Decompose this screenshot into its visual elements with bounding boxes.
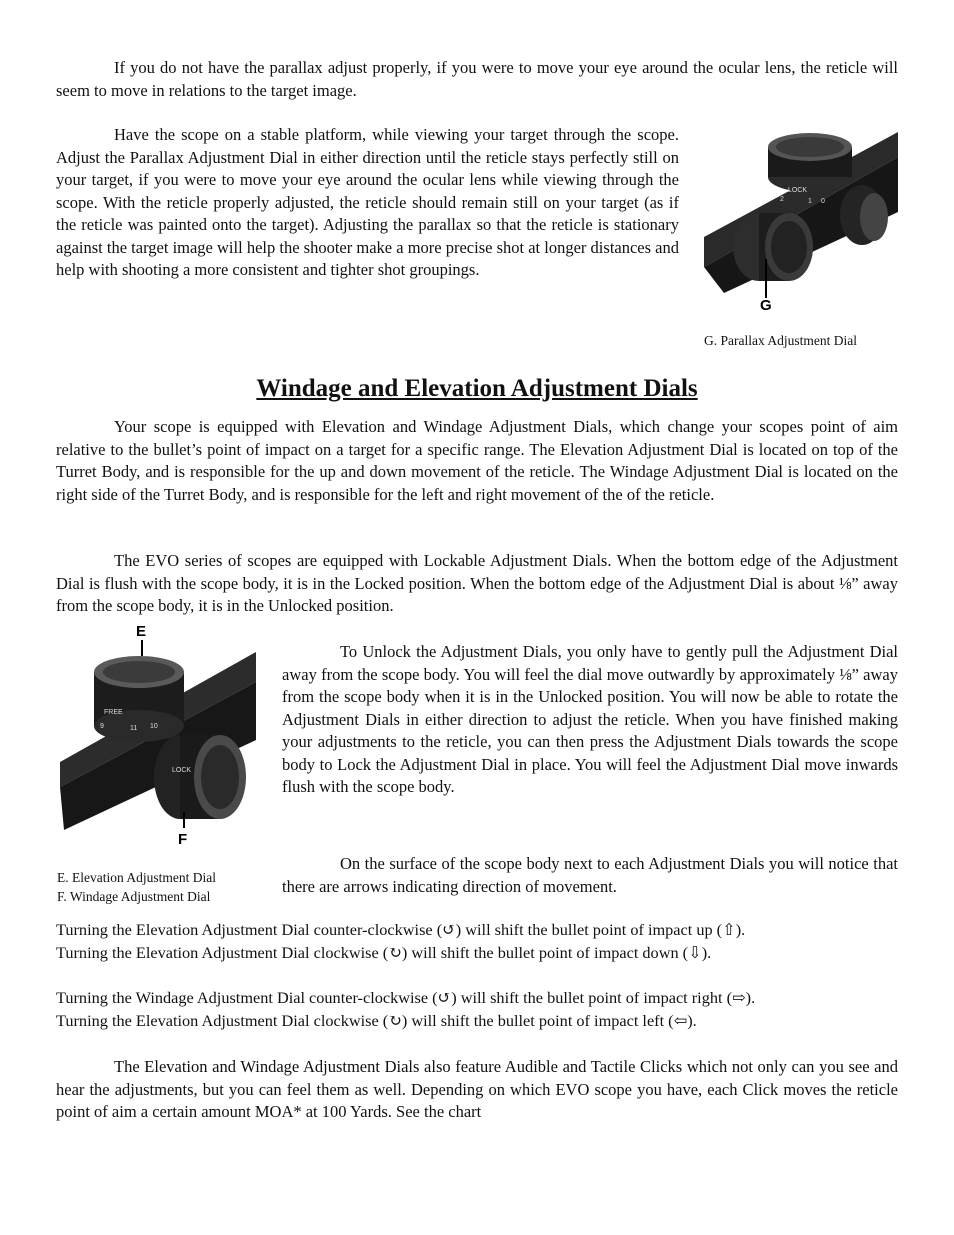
- dial-lock-mark-ef: LOCK: [172, 767, 192, 774]
- figure-parallax-dial: [704, 117, 898, 313]
- dial-mark-9: 9: [100, 723, 104, 730]
- figure-label-g: G: [760, 297, 772, 313]
- section-heading: Windage and Elevation Adjustment Dials: [256, 375, 698, 402]
- dial-free-mark: FREE: [104, 709, 123, 716]
- windage-cw-line: Turning the Elevation Adjustment Dial clockwise (↻) will shift the bullet point of impact left (⇦).: [56, 1010, 697, 1030]
- figure-label-e: E: [136, 623, 147, 640]
- caption-elevation-dial: E. Elevation Adjustment Dial: [57, 870, 216, 885]
- elevation-ccw-line: Turning the Elevation Adjustment Dial counter-clockwise (↺) will shift the bullet point of impact up (⇧).: [56, 920, 746, 939]
- caption-parallax-dial: G. Parallax Adjustment Dial: [704, 333, 857, 348]
- paragraph-audible-clicks: The Elevation and Windage Adjustment Dials also feature Audible and Tactile Clicks which not only can you see and hear the adjustments, but you can feel them as well. Depending on which EVO scope you have, each Click moves the reticle point of aim a certain amount MOA* at 100 Yards. See the chart: [56, 1057, 898, 1121]
- dial-mark-0: 0: [821, 198, 825, 205]
- figure-label-f: F: [178, 831, 188, 848]
- paragraph-dials-overview: Your scope is equipped with Elevation and Windage Adjustment Dials, which change your scopes point of aim relative to the bullet’s point of impact on a target for a specific range. The Elevation Adjustment Dial is located on top of the Turret Body, and is responsible for the up and down movement of the reticle. The Windage Adjustment Dial is located on the right side of the Turret Body, and is responsible for the left and right movement of the of the reticle.: [56, 417, 898, 504]
- paragraph-unlock-dials: To Unlock the Adjustment Dials, you only have to gently pull the Adjustment Dial away from the scope body. You will feel the dial move outwardly by approximately ⅛” away from the scope body when it is in the Unlocked position. You will now be able to rotate the Adjustment Dials in either direction to adjust the reticle. When you have finished making your adjustments to the reticle, you can then press the Adjustment Dials towards the scope body to Lock the Adjustment Dial in place. You will feel the Adjustment Dial move inwards flush with the scope body.: [282, 642, 898, 796]
- elevation-cw-line: Turning the Elevation Adjustment Dial clockwise (↻) will shift the bullet point of impact down (⇩).: [56, 942, 712, 962]
- paragraph-parallax-intro: If you do not have the parallax adjust properly, if you were to move your eye around the ocular lens, the reticle will seem to move in relations to the target image.: [56, 58, 898, 100]
- windage-direction-lines: [56, 987, 898, 1032]
- dial-mark-2: 2: [780, 196, 784, 203]
- windage-ccw-line: Turning the Windage Adjustment Dial counter-clockwise (↺) will shift the bullet point of impact right (⇨).: [56, 988, 756, 1007]
- figure-elevation-windage: [60, 622, 260, 848]
- dial-mark-11: 11: [130, 725, 138, 732]
- dial-mark-1: 1: [808, 198, 812, 205]
- parallax-dial-image: [704, 117, 898, 313]
- caption-elevation-windage: [57, 868, 277, 906]
- paragraph-direction-arrows: On the surface of the scope body next to each Adjustment Dials you will notice that there are arrows indicating direction of movement.: [282, 854, 898, 896]
- caption-windage-dial: F. Windage Adjustment Dial: [57, 889, 211, 904]
- elevation-windage-image: [60, 622, 260, 848]
- paragraph-lockable-dials: The EVO series of scopes are equipped with Lockable Adjustment Dials. When the bottom edge of the Adjustment Dial is flush with the scope body, it is in the Locked position. When the bottom edge of the Adjustment Dial is about ⅛” away from the scope body, it is in the Unlocked position.: [56, 551, 898, 615]
- dial-mark-10: 10: [150, 723, 158, 730]
- elevation-direction-lines: [56, 919, 898, 964]
- dial-lock-mark: LOCK: [788, 187, 808, 194]
- paragraph-parallax-adjust: Have the scope on a stable platform, while viewing your target through the scope. Adjust the Parallax Adjustment Dial in either direction until the reticle stays perfectly still on your target, if you were to move your eye around the ocular lens while viewing through the scope. With the reticle properly adjusted, the reticle should remain still on your target (as if the reticle was painted onto the target). Adjusting the parallax so that the reticle is stationary against the target image will help the shooter make a more precise shot at longer distances and help with shooting a more consistent and tighter shot groupings.: [56, 125, 679, 279]
